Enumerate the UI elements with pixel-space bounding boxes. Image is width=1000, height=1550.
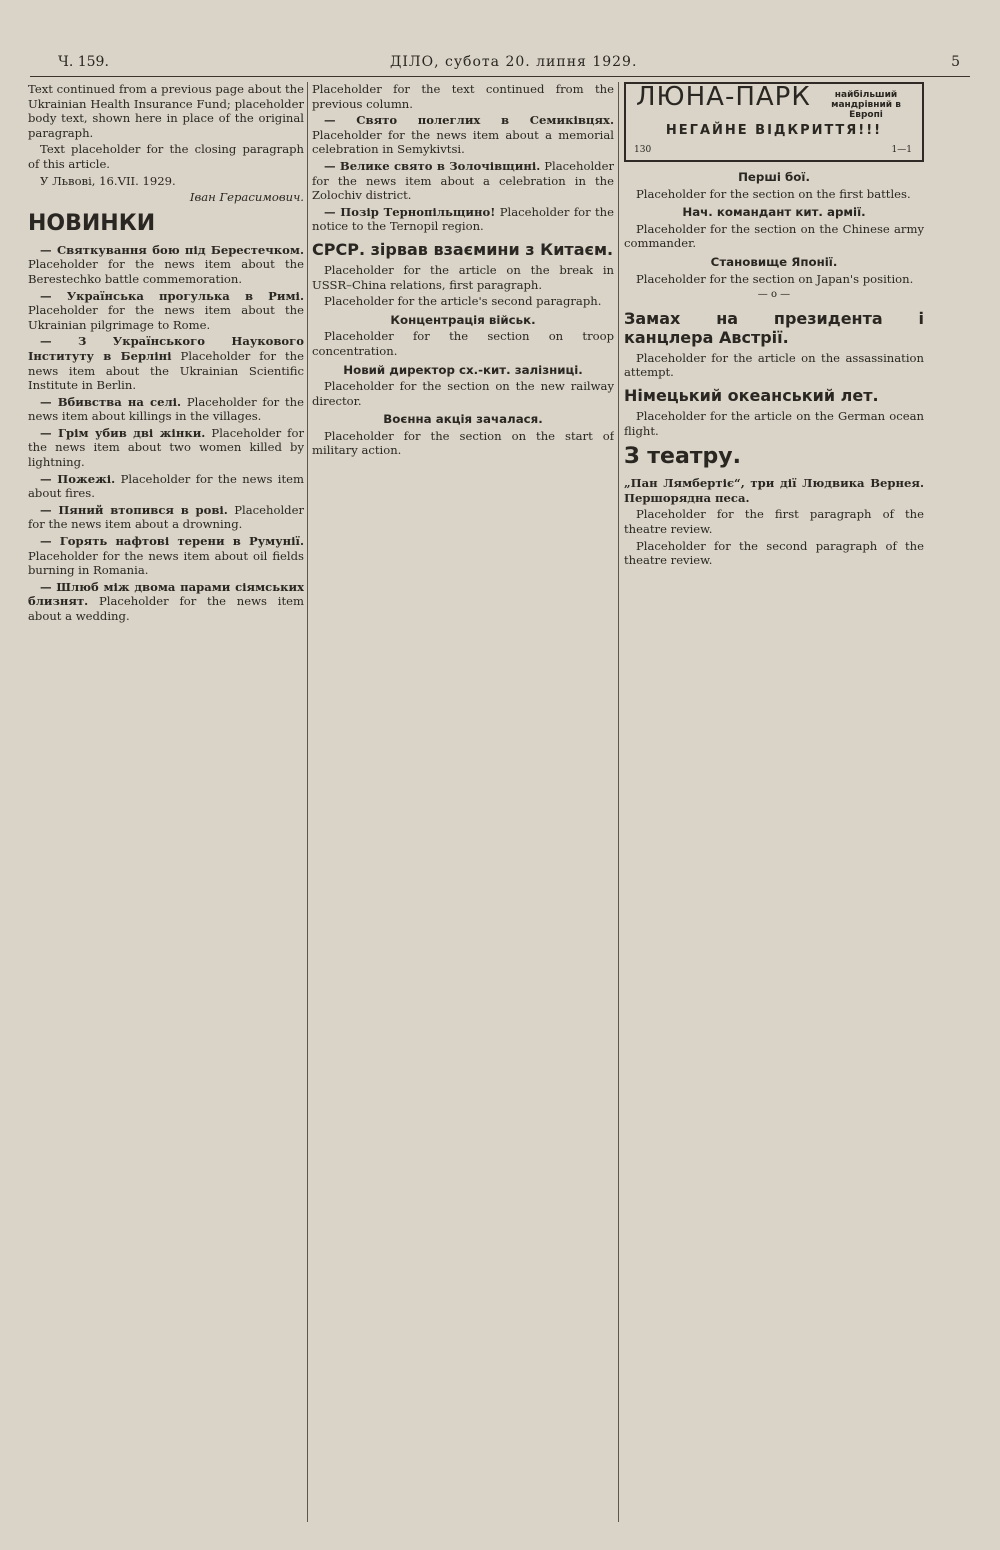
news-lead: — Позір Тернопільщино! xyxy=(324,204,496,219)
news-item xyxy=(28,503,304,532)
news-item xyxy=(28,472,304,501)
article-headline: Німецький океанський лет. xyxy=(624,385,879,405)
news-lead: — З Українського Наукового Інституту в Берліні xyxy=(28,334,304,363)
subheading: Концентрація військ. xyxy=(390,312,536,327)
news-lead: — Велике свято в Золочівщині. xyxy=(324,158,541,173)
luna-park-advertisement xyxy=(624,82,924,162)
news-lead: — Грім убив дві жінки. xyxy=(40,425,206,440)
ad-code: 1—1 xyxy=(891,145,912,156)
separator: — o — xyxy=(757,289,791,301)
news-item xyxy=(28,426,304,470)
subheading: Нач. командант кит. армії. xyxy=(682,205,866,220)
article-text: Placeholder for the section on troop concentration. xyxy=(312,329,614,358)
article-headline: Замах на президента і канцлера Австрії. xyxy=(624,308,924,347)
news-text: Placeholder for the news item about oil fields burning in Romania. xyxy=(28,548,304,578)
news-lead: — Шлюб між двома парами сіямських близнят. xyxy=(28,579,304,609)
news-text: Placeholder for the news item about a celebration in the Zolochiv district. xyxy=(312,158,614,203)
section-title: З театру. xyxy=(624,444,742,470)
news-text: Placeholder for the news item about the Ukrainian pilgrimage to Rome. xyxy=(28,303,304,332)
news-text: Placeholder for the news item about a wedding. xyxy=(28,594,304,623)
paper-title-date: ДІЛО, субота 20. липня 1929. xyxy=(390,54,638,70)
article-text: Placeholder for the section on the new railway director. xyxy=(312,379,614,408)
page-number: 5 xyxy=(951,54,960,70)
column-3 xyxy=(624,82,924,1522)
news-text: Placeholder for the news item about a memorial celebration in Semykivtsi. xyxy=(312,127,614,157)
news-lead: — Вбивства на селі. xyxy=(40,394,182,409)
news-text: Placeholder for the news item about a drowning. xyxy=(28,502,304,532)
news-lead: — Свято полеглих в Семиківцях. xyxy=(324,113,614,128)
article-headline: СРСР. зірвав взаємини з Китаєм. xyxy=(312,239,614,259)
article-text: Placeholder for the second paragraph of the theatre review. xyxy=(624,538,924,568)
subheading: Новий директор сх.-кит. залізниці. xyxy=(343,362,583,377)
news-text: Placeholder for the news item about two women killed by lightning. xyxy=(28,425,304,470)
article-author: Іван Герасимович. xyxy=(189,190,304,205)
news-item xyxy=(312,205,614,234)
news-item xyxy=(28,395,304,424)
news-lead: — Святкування бою під Берестечком. xyxy=(40,242,304,257)
article-text: Text continued from a previous page about the Ukrainian Health Insurance Fund; placeholder body text, shown here in place of the original paragraph. xyxy=(28,82,304,140)
column-2 xyxy=(312,82,614,1522)
subheading: Становище Японії. xyxy=(710,254,838,269)
article-text: Placeholder for the section on the first battles. xyxy=(636,186,911,201)
article-text: Text placeholder for the closing paragraph of this article. xyxy=(28,142,304,171)
news-lead: — Пожежі. xyxy=(40,471,116,486)
column-rule xyxy=(618,82,619,1522)
news-text: Placeholder for the news item about fires. xyxy=(28,471,304,501)
article-text: Placeholder for the article on the assassination attempt. xyxy=(624,350,924,380)
column-1 xyxy=(28,82,304,1522)
ad-brand: ЛЮНА-ПАРК xyxy=(636,82,811,112)
page-header xyxy=(30,46,970,77)
article-text: Placeholder for the section on the Chinese army commander. xyxy=(624,221,924,251)
section-title: НОВИНКИ xyxy=(28,210,156,236)
news-lead: — Горять нафтові терени в Румунії. xyxy=(40,534,304,549)
subheading: Воєнна акція зачалася. xyxy=(383,412,543,427)
article-date: У Львові, 16.VII. 1929. xyxy=(40,173,176,188)
news-text: Placeholder for the notice to the Ternopil region. xyxy=(312,204,614,234)
news-text: Placeholder for the news item about the Berestechko battle commemoration. xyxy=(28,257,304,286)
news-lead: — Пяний втопився в рові. xyxy=(40,502,228,517)
news-lead: — Українська прогулька в Римі. xyxy=(40,288,304,303)
ad-code: 130 xyxy=(634,145,652,156)
news-text: Placeholder for the news item about the Ukrainian Scientific Institute in Berlin. xyxy=(28,348,304,393)
subheading: Перші бої. xyxy=(738,170,810,184)
news-item xyxy=(28,580,304,624)
news-item xyxy=(28,534,304,578)
news-item xyxy=(28,334,304,392)
news-item xyxy=(28,289,304,333)
news-item xyxy=(28,243,304,287)
article-text: Placeholder for the section on Japan's position. xyxy=(636,271,914,286)
issue-number: Ч. 159. xyxy=(58,54,109,70)
article-text: Placeholder for the article's second paragraph. xyxy=(324,294,602,309)
news-item xyxy=(312,113,614,157)
ad-tagline: найбільший мандрівний в Европі xyxy=(831,90,901,120)
column-rule xyxy=(307,82,308,1522)
article-text: Placeholder for the first paragraph of the theatre review. xyxy=(624,507,924,536)
article-text: Placeholder for the section on the start of military action. xyxy=(312,428,614,458)
news-text: Placeholder for the news item about killings in the villages. xyxy=(28,394,304,424)
ad-opening: НЕГАЙНЕ ВІДКРИТТЯ!!! xyxy=(665,123,883,138)
article-text: Placeholder for the article on the German ocean flight. xyxy=(624,408,924,438)
article-text: Placeholder for the article on the break in USSR–China relations, first paragraph. xyxy=(312,262,614,292)
review-subtitle: „Пан Лямбертіє“, три дії Людвика Вернея. Першорядна песа. xyxy=(624,476,924,505)
article-text: Placeholder for the text continued from the previous column. xyxy=(312,82,614,111)
news-item xyxy=(312,159,614,203)
